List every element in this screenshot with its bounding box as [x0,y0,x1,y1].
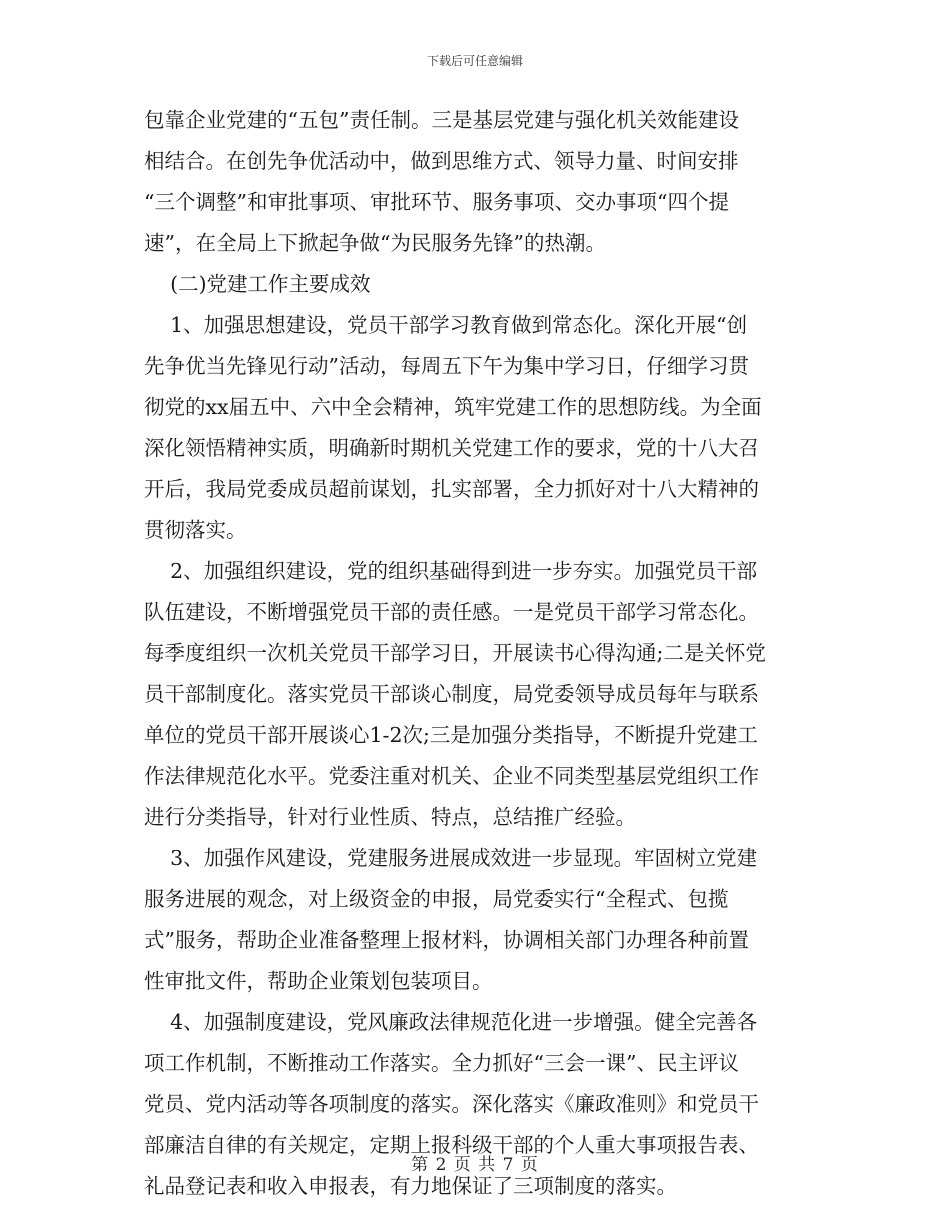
page-footer: 第 2 页 共 7 页 [411,1155,539,1175]
text-line: 服务进展的观念，对上级资金的申报，局党委实行“全程式、包揽 [144,887,729,911]
text-line: 单位的党员干部开展谈心1-2次;三是加强分类指导，不断提升党建工 [144,723,758,747]
text-line: 先争优当先锋见行动”活动，每周五下午为集中学习日，仔细学习贯 [144,354,749,378]
page-header: 下载后可任意编辑 [426,54,523,68]
text-line: 速”，在全局上下掀起争做“为民服务先锋”的热潮。 [144,231,606,255]
section-heading: (二)党建工作主要成效 [144,272,371,296]
text-line: 党员、党内活动等各项制度的落实。深化落实《廉政准则》和党员干 [144,1092,759,1116]
text-line: 式”服务，帮助企业准备整理上报材料，协调相关部门办理各种前置 [144,928,749,952]
text-line: 4、加强制度建设，党风廉政法律规范化进一步增强。健全完善各 [144,1010,758,1034]
text-line: 队伍建设，不断增强党员干部的责任感。一是党员干部学习常态化。 [144,600,759,624]
text-line: 包靠企业党建的“五包”责任制。三是基层党建与强化机关效能建设 [144,108,739,132]
text-line: 员干部制度化。落实党员干部谈心制度，局党委领导成员每年与联系 [144,682,759,706]
text-line: 礼品登记表和收入申报表，有力地保证了三项制度的落实。 [144,1174,677,1198]
text-line: 3、加强作风建设，党建服务进展成效进一步显现。牢固树立党建 [144,846,758,870]
text-line: 每季度组织一次机关党员干部学习日，开展读书心得沟通;二是关怀党 [144,641,766,665]
text-line: “三个调整”和审批事项、审批环节、服务事项、交办事项“四个提 [144,190,729,214]
text-line: 相结合。在创先争优活动中，做到思维方式、领导力量、时间安排 [144,149,739,173]
text-line: 部廉洁自律的有关规定，定期上报科级干部的个人重大事项报告表、 [144,1133,759,1157]
text-line: 进行分类指导，针对行业性质、特点，总结推广经验。 [144,805,636,829]
text-line: 2、加强组织建设，党的组织基础得到进一步夯实。加强党员干部 [144,559,758,583]
text-line: 贯彻落实。 [144,518,247,542]
text-line: 彻党的xx届五中、六中全会精神，筑牢党建工作的思想防线。为全面 [144,395,762,419]
text-line: 作法律规范化水平。党委注重对机关、企业不同类型基层党组织工作 [144,764,759,788]
text-line: 1、加强思想建设，党员干部学习教育做到常态化。深化开展“创 [144,313,748,337]
text-line: 项工作机制，不断推动工作落实。全力抓好“三会一课”、民主评议 [144,1051,739,1075]
text-line: 深化领悟精神实质，明确新时期机关党建工作的要求，党的十八大召 [144,436,759,460]
document-body [144,100,806,1207]
text-line: 性审批文件，帮助企业策划包装项目。 [144,969,493,993]
text-line: 开后，我局党委成员超前谋划，扎实部署，全力抓好对十八大精神的 [144,477,759,501]
